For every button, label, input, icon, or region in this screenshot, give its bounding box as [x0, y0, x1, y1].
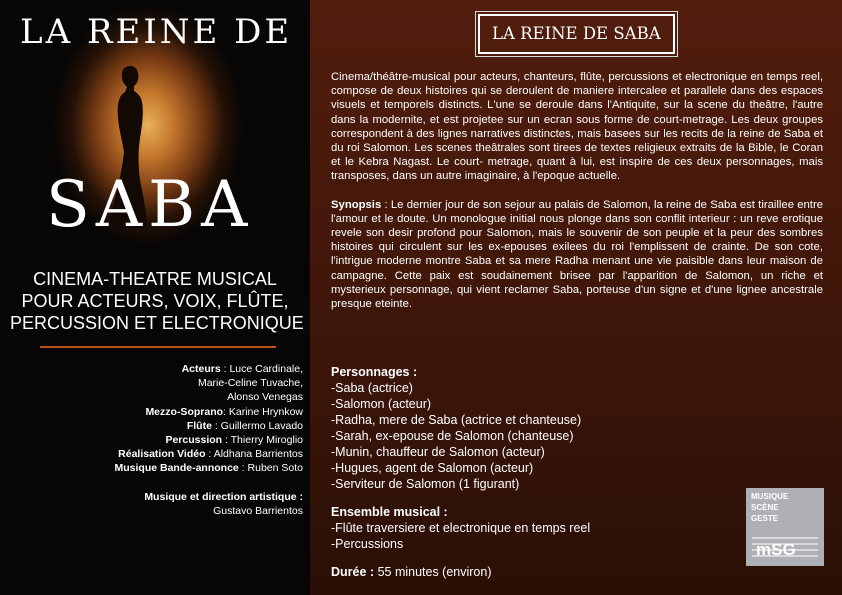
- credit-direction: [0, 490, 303, 504]
- cave-poster-image: [0, 0, 310, 265]
- list-item: -Percussions: [331, 537, 404, 551]
- credit-value: Alonso Venegas: [227, 391, 303, 404]
- synopsis-label: Synopsis: [331, 198, 382, 211]
- msg-logo: [746, 488, 824, 566]
- credit-label: Acteurs: [181, 363, 221, 375]
- duration-label: Durée :: [331, 565, 375, 579]
- poster-panel: [0, 0, 310, 595]
- credit-value: Ruben Soto: [247, 462, 303, 475]
- intro-paragraph: Cinema/théâtre-musical pour acteurs, chanteurs, flûte, percussions et electronique en temps reel, compose de deux histoires qui se deroulent de maniere intercalee et parallele dans des espaces visuels et temporels distincts. L'une se deroule dans l'Antiquite, sur la scene du theâtre, l'autre dans la modernite, et est projetee sur un ecran sous forme de court-metrage. Les deux groupes correspondent à des lignes narratives distinctes, mais basees sur les recits de la reine de Saba et du roi Salomon. Les scenes theâtrales sont tirees de textes religieux extraits de la Bible, le Coran et le Kebra Nagast. Le court- metrage, quant à lui, est inspire de ces deux personnages, mais transposes, dans un autre imaginaire, à l'epoque actuelle.: [331, 71, 823, 183]
- list-item: -Sarah, ex-epouse de Salomon (chanteuse): [331, 429, 574, 443]
- list-item: -Flûte traversiere et electronique en temps reel: [331, 521, 591, 535]
- credit-trailer: Musique Bande-annonce : Ruben Soto: [114, 462, 303, 475]
- duration-value: 55 minutes (environ): [377, 565, 492, 579]
- list-item: -Salomon (acteur): [331, 397, 432, 411]
- credit-label: Musique et direction artistique :: [144, 490, 303, 503]
- logo-word: MUSIQUE: [751, 492, 789, 501]
- duration-line: [331, 564, 731, 580]
- credit-label: Musique Bande-annonce: [114, 462, 239, 475]
- credit-value: Guillermo Lavado: [220, 419, 303, 432]
- credit-actors: Acteurs : Luce Cardinale,: [181, 363, 303, 375]
- credit-value: Gustavo Barrientos: [213, 504, 303, 517]
- divider: [40, 346, 276, 348]
- poster-title-top: LA REINE DE: [20, 12, 293, 52]
- logo-word: GESTE: [751, 514, 779, 523]
- credit-label: Mezzo-Soprano: [145, 405, 224, 418]
- list-item: -Munin, chauffeur de Salomon (acteur): [331, 445, 545, 459]
- subtitle-line: CINEMA-THEATRE MUSICAL: [33, 269, 277, 289]
- description-text: [331, 70, 823, 325]
- poster-subtitle: [10, 268, 304, 334]
- credit-value: Luce Cardinale,: [229, 363, 303, 375]
- credit-value: Marie-Celine Tuvache,: [197, 377, 303, 390]
- credit-value: Thierry Miroglio: [230, 434, 303, 447]
- credits-list: [0, 362, 303, 518]
- details-lists: [331, 364, 731, 580]
- msg-logo-mark-icon: [752, 532, 818, 560]
- list-item: -Radha, mere de Saba (actrice et chanteuse): [331, 413, 582, 427]
- credit-label: Percussion: [165, 434, 223, 447]
- synopsis-text: Le dernier jour de son sejour au palais de Salomon, la reine de Saba est tiraillee entre l'amour et le doute. Un monologue initial nous plonge dans son conflit interieur : un reve erotique revele son desir profond pour Salomon, mais le souvenir de son peuple et la peur des sombres histoires qui circulent sur les ex-epouses exilees du roi l'emplissent de crainte. De son cote, l'intrigue moderne montre Saba et sa mere Radha menant une vie paisible dans leur maison de campagne. Cette paix est soudainement brisee par l'apparition de Salomon, un riche et mysterieux personnage, qui vient reclamer Saba, porteuse d'un signe et d'une lignee ancestrale presque eteinte.: [331, 198, 823, 311]
- subtitle-line: PERCUSSION ET ELECTRONIQUE: [10, 313, 304, 333]
- credit-video: Réalisation Vidéo : Aldhana Barrientos: [118, 448, 303, 461]
- poster-title-saba: SABA: [46, 168, 254, 242]
- credit-mezzo: Mezzo-Soprano: Karine Hrynkow: [145, 405, 303, 418]
- logo-mark-text: mSG: [756, 540, 796, 559]
- credit-percussion: Percussion : Thierry Miroglio: [165, 434, 303, 447]
- logo-word: SCÈNE: [751, 503, 779, 512]
- list-item: -Serviteur de Salomon (1 figurant): [331, 477, 520, 491]
- ensemble-heading: Ensemble musical :: [331, 505, 448, 519]
- credit-value: Karine Hrynkow: [228, 405, 303, 418]
- credit-label: Flûte: [186, 419, 212, 432]
- credit-flute: Flûte : Guillermo Lavado: [186, 419, 303, 432]
- credit-label: Réalisation Vidéo: [118, 448, 206, 461]
- page-title: LA REINE DE SABA: [478, 14, 675, 54]
- characters-heading: Personnages :: [331, 365, 418, 379]
- credit-value: Aldhana Barrientos: [213, 448, 303, 461]
- description-panel: [310, 0, 842, 595]
- synopsis-paragraph: Synopsis : Le dernier jour de son sejour au palais de Salomon, la reine de Saba est tiraillee entre l'amour et le doute. Un monologue initial nous plonge dans son conflit interieur : un reve erotique revele son desir profond pour Salomon, mais le souvenir de son peuple et la peur des sombres histoires qui circulent sur les ex-epouses exilees du roi l'emplissent de crainte. De son cote, l'intrigue moderne montre Saba et sa mere Radha menant une vie paisible dans leur maison de campagne. Cette paix est soudainement brisee par l'apparition de Salomon, un riche et mysterieux personnage, qui vient reclamer Saba, porteuse d'un signe et d'une lignee ancestrale presque eteinte.: [331, 198, 823, 311]
- list-item: -Saba (actrice): [331, 381, 413, 395]
- list-item: -Hugues, agent de Salomon (acteur): [331, 461, 534, 475]
- subtitle-line: POUR ACTEURS, VOIX, FLÛTE,: [21, 291, 289, 311]
